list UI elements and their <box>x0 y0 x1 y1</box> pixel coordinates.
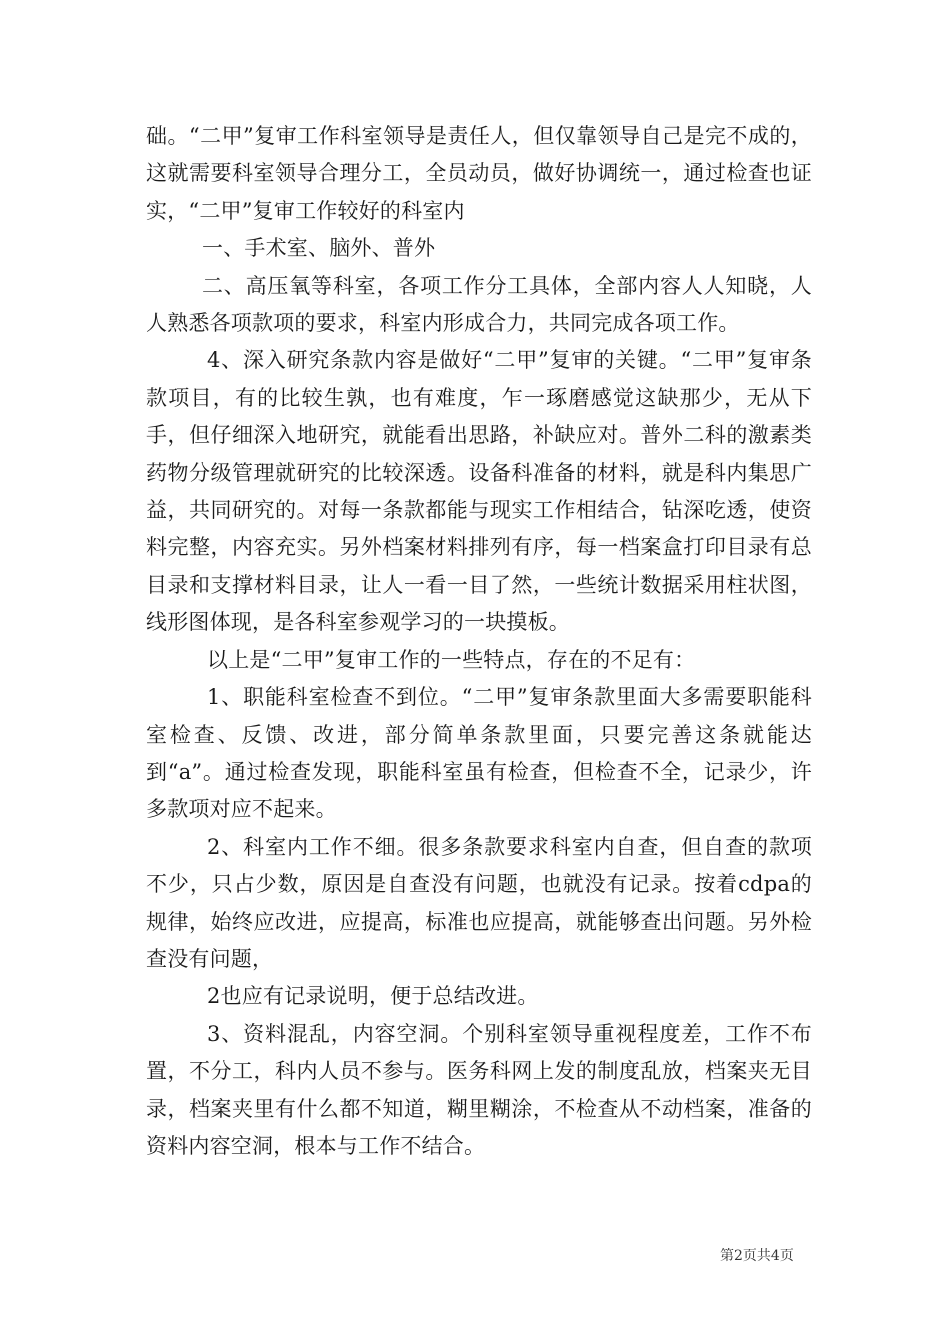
paragraph-3: 二、高压氧等科室，各项工作分工具体，全部内容人人知晓，人人熟悉各项款项的要求，科室内形成合力，共同完成各项工作。 <box>146 273 812 336</box>
paragraph-5: 以上是“二甲”复审工作的一些特点，存在的不足有： <box>207 647 696 672</box>
paragraph-1: 础。“二甲”复审工作科室领导是责任人，但仅靠领导自己是完不成的，这就需要科室领导合理分工，全员动员，做好协调统一，通过检查也证实，“二甲”复审工作较好的科室内 <box>146 124 812 223</box>
paragraph-9: 3、资料混乱，内容空洞。个别科室领导重视程度差，工作不布置，不分工，科内人员不参与。医务科网上发的制度乱放，档案夹无目录，档案夹里有什么都不知道，糊里糊涂，不检查从不动档案，准备的资料内容空洞，根本与工作不结合。 <box>146 1021 812 1158</box>
paragraph-2: 一、手术室、脑外、普外 <box>202 236 436 261</box>
paragraph-4: 4、深入研究条款内容是做好“二甲”复审的关键。“二甲”复审条款项目，有的比较生孰，也有难度，乍一琢磨感觉这缺那少，无从下手，但仔细深入地研究，就能看出思路，补缺应对。普外二科的激素类药物分级管理就研究的比较深透。设备科准备的材料，就是科内集思广益，共同研究的。对每一条款都能与现实工作相结合，钻深吃透，使资料完整，内容充实。另外档案材料排列有序，每一档案盒打印目录有总目录和支撑材料目录，让人一看一目了然，一些统计数据采用柱状图，线形图体现，是各科室参观学习的一块摸板。 <box>146 348 812 635</box>
page-number: 第2页共4页 <box>720 1248 794 1264</box>
paragraph-6: 1、职能科室检查不到位。“二甲”复审条款里面大多需要职能科室检查、反馈、改进，部分简单条款里面，只要完善这条就能达到“a”。通过检查发现，职能科室虽有检查，但检查不全，记录少，许多款项对应不起来。 <box>146 685 812 822</box>
paragraph-7: 2、科室内工作不细。很多条款要求科室内自查，但自查的款项不少，只占少数，原因是自查没有问题，也就没有记录。按着cdpa的规律，始终应改进，应提高，标准也应提高，就能够查出问题。另外检查没有问题， <box>146 834 812 971</box>
document-body <box>146 118 812 1165</box>
paragraph-8: 2也应有记录说明，便于总结改进。 <box>207 984 539 1009</box>
